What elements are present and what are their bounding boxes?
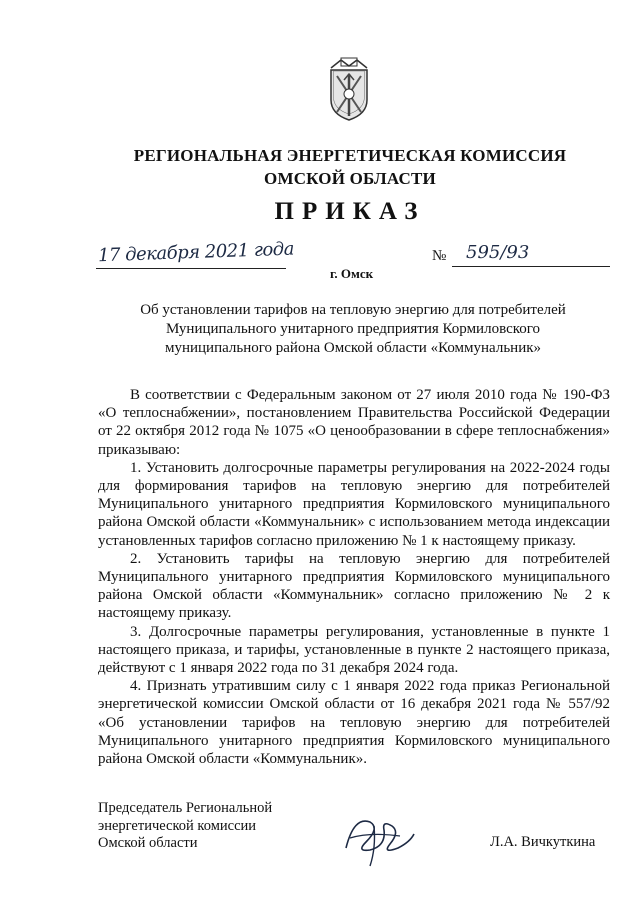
order-number-label: № — [432, 248, 447, 264]
position-line1: Председатель Региональной — [98, 800, 273, 816]
order-subject — [118, 301, 588, 358]
organization-name-line1: РЕГИОНАЛЬНАЯ ЭНЕРГЕТИЧЕСКАЯ КОМИССИЯ — [133, 146, 567, 165]
order-item-4: 4. Признать утратившим силу с 1 января 2022 года приказ Региональной энергетической комиссии Омской области от 16 декабря 2021 года № 557/92 «Об установлении тарифов на тепловую энергию для потребителей Муниципального унитарного предприятия Кормиловского муниципального района Омской области «Коммунальник». — [98, 678, 610, 768]
signatory-name: Л.А. Вичкуткина — [490, 834, 596, 850]
document-title: ПРИКАЗ — [274, 198, 426, 225]
order-item-1: 1. Установить долгосрочные параметры регулирования на 2022-2024 годы для формирования тарифов на тепловую энергию для потребителей Муниципального унитарного предприятия Кормиловского муниципального района Омской области «Коммунальник» с использованием метода индексации установленных тарифов согласно приложению № 1 к настоящему приказу. — [98, 459, 610, 549]
signatory-position — [98, 800, 272, 853]
number-underline — [452, 266, 610, 267]
coat-of-arms-icon — [327, 56, 371, 122]
order-date-handwritten: 17 декабря 2021 года — [97, 238, 295, 267]
subject-line2: Муниципального унитарного предприятия Кормиловского — [165, 321, 541, 337]
subject-line3: муниципального района Омской области «Коммунальник» — [164, 340, 542, 356]
organization-name-line2: ОМСКОЙ ОБЛАСТИ — [264, 169, 436, 188]
order-number-handwritten: 595/93 — [466, 242, 530, 263]
city-label: г. Омск — [330, 266, 374, 281]
position-line2: энергетической комиссии — [98, 817, 257, 834]
date-underline — [96, 268, 286, 269]
preamble-paragraph: В соответствии с Федеральным законом от 27 июля 2010 года № 190-ФЗ «О теплоснабжении», постановлением Правительства Российской Федерации от 22 октября 2012 года № 1075 «О ценообразовании в сфере теплоснабжения» приказываю: — [98, 387, 610, 458]
order-item-3: 3. Долгосрочные параметры регулирования, установленные в пункте 1 настоящего приказа, и тарифы, установленные в пункте 2 настоящего приказа, действуют с 1 января 2022 года по 31 декабря 2024 года. — [98, 623, 610, 677]
order-item-2: 2. Установить тарифы на тепловую энергию для потребителей Муниципального унитарного предприятия Кормиловского муниципального района Омской области «Коммунальник» согласно приложению № 2 к настоящему приказу. — [98, 550, 610, 622]
order-body — [98, 386, 610, 768]
position-line3: Омской области — [98, 835, 198, 851]
subject-line1: Об установлении тарифов на тепловую энергию для потребителей — [140, 302, 566, 318]
signature-icon — [340, 808, 420, 868]
